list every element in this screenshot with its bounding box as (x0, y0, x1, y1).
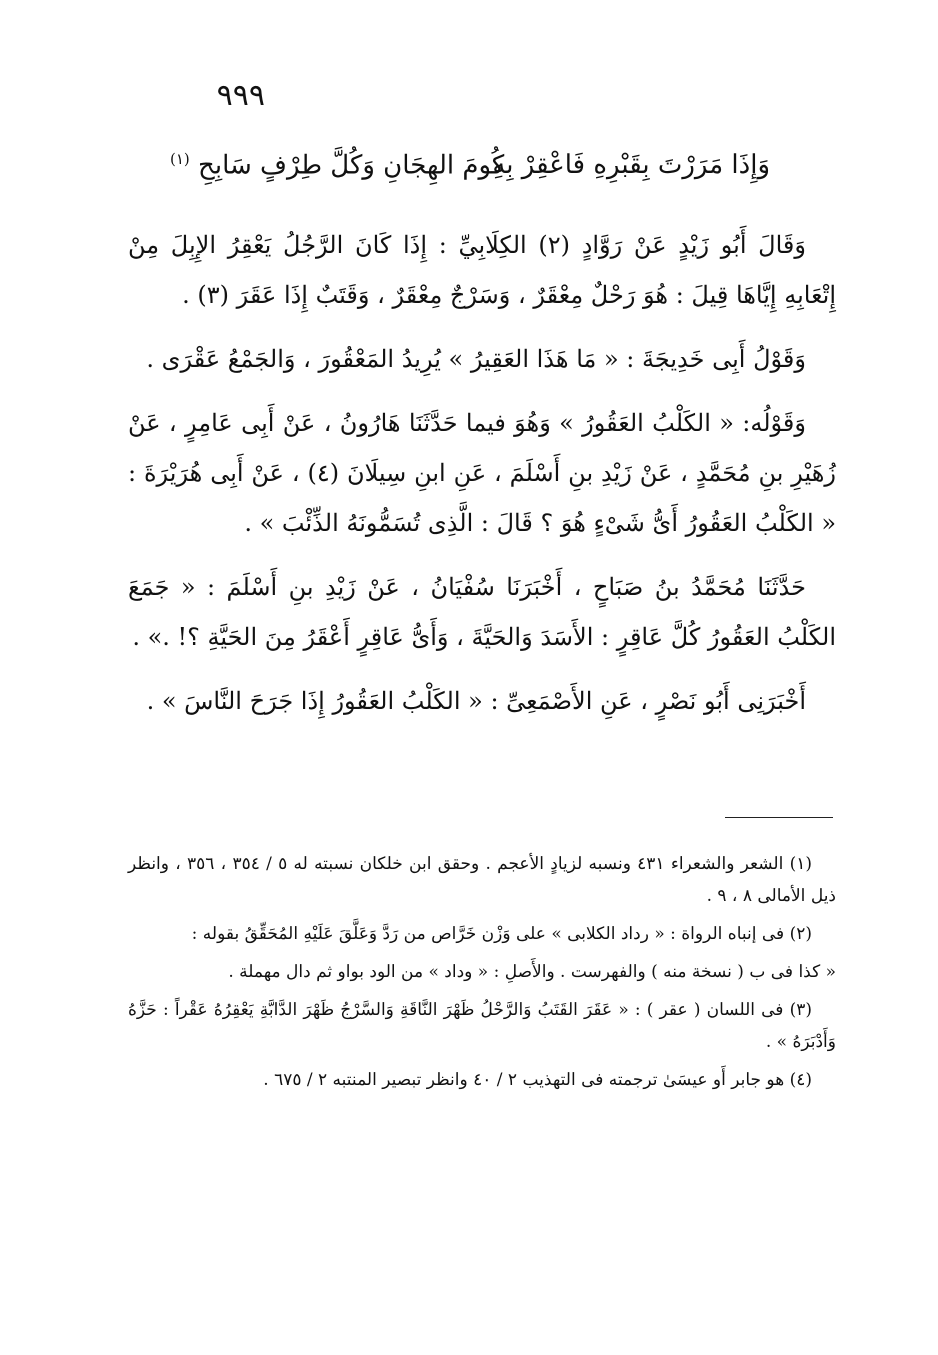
footnote-3: (٣) فى اللسان ( عقر ) : « عَقَرَ القَتَبُ وَالرَّحْلُ ظَهْرَ النَّاقَةِ وَالسَّرْجُ ظَهْرَ الدَّابَّةِ يَعْقِرُهُ عَقْراً : حَزَّهُ وَأَدْبَرَهُ » . (128, 1000, 836, 1052)
footnote-2: (٢) فى إنباه الرواة : « رداد الكلابى » على وَزْن خَرَّاص من رَدَّ وَعَلَّقَ عَلَيْهِ المُحَقِّقُ بقوله : (191, 924, 812, 944)
footnote-2-quote: « كذا فى ب ( نسخة منه ) والفهرست . والأَصلِ : « وداد » من الود بواو ثم دال مهملة . (228, 962, 836, 982)
main-text (128, 220, 836, 740)
footnote-mark: (١) (170, 150, 190, 168)
paragraph-abu-zayd: وَقَالَ أَبُو زَيْدٍ عَنْ رَوَّادٍ (٢) الكِلَابِيِّ : إِذَا كَانَ الرَّجُلُ يَعْقِرُ الإِبِلَ مِنْ إِتْعَابِهِ إِيَّاهَا قِيلَ : هُوَ رَحْلٌ مِعْقَرٌ ، وَسَرْجٌ مِعْقَرٌ ، وَقَتَبٌ إِذَا عَقَرَ (٣) . (128, 231, 836, 309)
page-number: ٩٩٩ (216, 78, 265, 113)
verse-second-hemistich-text: كُومَ الهِجَانِ وَكُلَّ طِرْفٍ سَابِحِ (198, 150, 505, 181)
paragraph-abu-khadija: وَقَوْلُ أَبِى خَدِيجَةَ : « مَا هَذَا العَقِيرُ » يُرِيدُ المَعْقُورَ ، وَالجَمْعُ عَقْرَى . (146, 345, 806, 373)
verse-first-hemistich: وَإِذَا مَرَرْتَ بِقَبْرِهِ فَاعْقِرْ بِهِ (492, 150, 770, 180)
footnote-1: (١) الشعر والشعراء ٤٣١ ونسبه لزيادٍ الأعجم . وحقق ابن خلكان نسبته له ٥ / ٣٥٤ ، ٣٥٦ ، وانظر ذيل الأمالى ٨ ، ٩ . (128, 854, 836, 906)
paragraph-abu-nasr: أَخْبَرَنِى أَبُو نَصْرٍ ، عَنِ الأَصْمَعِىِّ : « الكَلْبُ العَقُورُ إِذَا جَرَحَ النَّاسَ » . (146, 687, 806, 715)
verse-second-hemistich (170, 150, 504, 181)
paragraph-muhammad-ibn-sabah: حَدَّثَنَا مُحَمَّدُ بنُ صَبَاحٍ ، أَخْبَرَنَا سُفْيَانُ ، عَنْ زَيْدِ بنِ أَسْلَمَ : « جَمَعَ الكَلْبُ العَقُورُ كُلَّ عَاقِرٍ : الأَسَدَ وَالحَيَّةَ ، وَأَىُّ عَاقِرٍ أَعْقَرُ مِنَ الحَيَّةِ ؟! .» . (128, 573, 836, 651)
footnote-divider (725, 817, 833, 818)
footnotes (128, 848, 836, 1102)
paragraph-kalb-aqur: وَقَوْلُه: « الكَلْبُ العَقُورُ » وَهُوَ فيما حَدَّثَنَا هَارُونُ ، عَنْ أَبِى عَامِرٍ ، عَنْ زُهَيْرِ بنِ مُحَمَّدٍ ، عَنْ زَيْدِ بنِ أَسْلَمَ ، عَنِ ابنِ سِيلَانَ (٤) ، عَنْ أَبِى هُرَيْرَةَ : « الكَلْبُ العَقُورُ أَىُّ شَىْءٍ هُوَ ؟ قَالَ : الَّذِى تُسَمُّونَهُ الذِّئْبَ » . (128, 409, 836, 537)
poetry-verse (170, 150, 770, 200)
footnote-4: (٤) هو جابر أَو عيسَىٰ ترجمته فى التهذيب ٢ / ٤٠ وانظر تبصير المنتبه ٢ / ٦٧٥ . (263, 1070, 812, 1090)
